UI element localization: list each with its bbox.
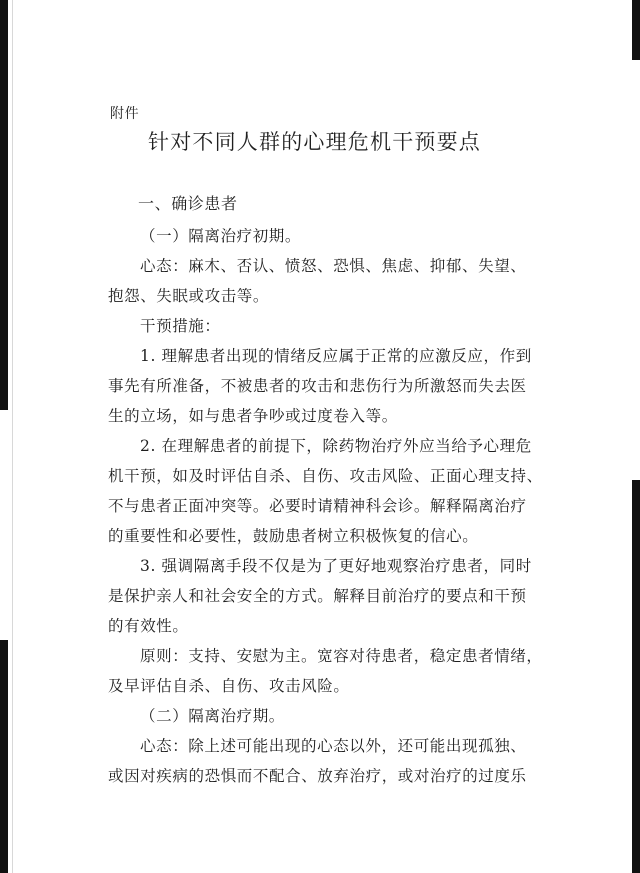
paragraph-line: 的有效性。 (108, 617, 189, 635)
paragraph-line: 心态：麻木、否认、愤怒、恐惧、焦虑、抑郁、失望、 (140, 257, 527, 275)
document-title: 针对不同人群的心理危机干预要点 (148, 130, 481, 154)
paragraph-line: 不与患者正面冲突等。必要时请精神科会诊。解释隔离治疗 (108, 497, 527, 515)
paragraph-line: 干预措施： (140, 317, 221, 335)
paragraph-line: 原则：支持、安慰为主。宽容对待患者，稳定患者情绪， (140, 647, 543, 665)
paragraph-line: 的重要性和必要性，鼓励患者树立积极恢复的信心。 (108, 527, 479, 545)
paragraph-line: 机干预，如及时评估自杀、自伤、攻击风险、正面心理支持、 (108, 467, 543, 485)
subsection-heading: （一）隔离治疗初期。 (140, 227, 302, 245)
paragraph-line: 心态：除上述可能出现的心态以外，还可能出现孤独、 (140, 737, 527, 755)
subsection-heading: （二）隔离治疗期。 (140, 707, 285, 725)
paragraph-line: 3. 强调隔离手段不仅是为了更好地观察治疗患者，同时 (140, 557, 532, 575)
paragraph-line: 生的立场，如与患者争吵或过度卷入等。 (108, 407, 398, 425)
paragraph-line: 是保护亲人和社会安全的方式。解释目前治疗的要点和干预 (108, 587, 527, 605)
paragraph-line: 及早评估自杀、自伤、攻击风险。 (108, 677, 350, 695)
section-heading: 一、确诊患者 (138, 194, 238, 213)
paragraph-line: 1. 理解患者出现的情绪反应属于正常的应激反应，作到 (140, 347, 532, 365)
paragraph-line: 抱怨、失眠或攻击等。 (108, 287, 270, 305)
paragraph-line: 或因对疾病的恐惧而不配合、放弃治疗，或对治疗的过度乐 (108, 767, 527, 785)
paragraph-line: 2. 在理解患者的前提下，除药物治疗外应当给予心理危 (140, 437, 532, 455)
attachment-label: 附件 (110, 106, 140, 122)
paragraph-line: 事先有所准备，不被患者的攻击和悲伤行为所激怒而失去医 (108, 377, 527, 395)
